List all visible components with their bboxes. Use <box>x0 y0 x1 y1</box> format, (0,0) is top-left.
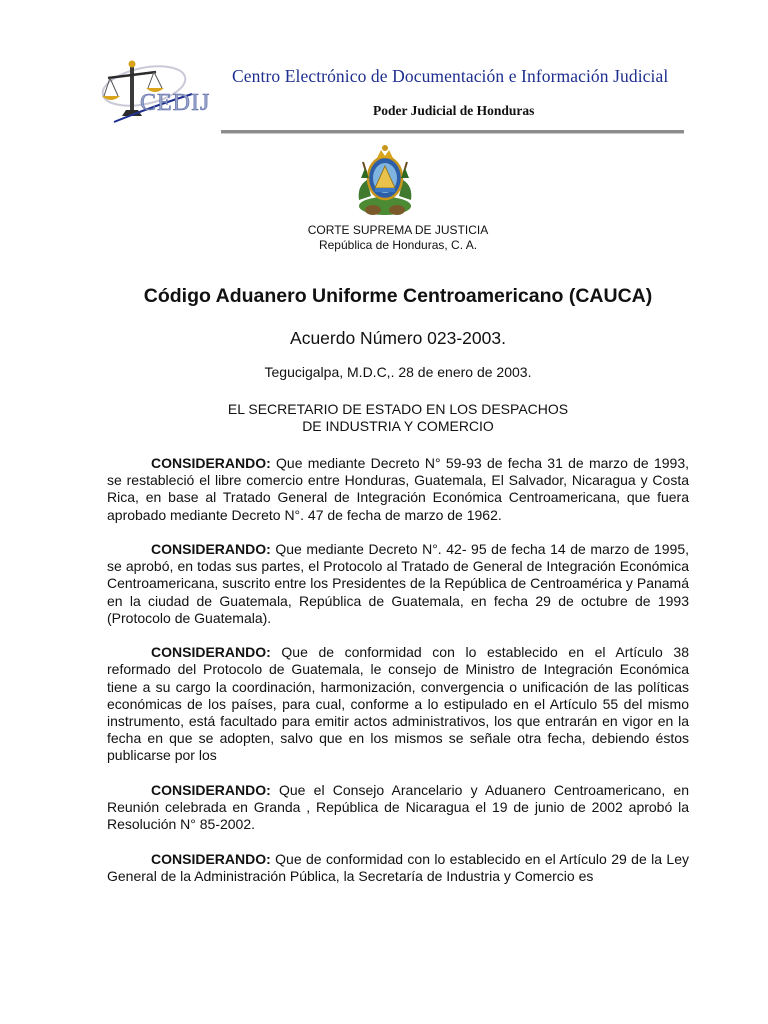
paragraph-keyword: CONSIDERANDO: <box>151 455 271 471</box>
considerando-paragraph <box>107 851 689 885</box>
authority-line-1: EL SECRETARIO DE ESTADO EN LOS DESPACHOS <box>227 401 569 417</box>
document-agreement-number: Acuerdo Número 023-2003. <box>290 328 506 348</box>
paragraph-keyword: CONSIDERANDO: <box>151 781 271 798</box>
issuing-authority <box>0 401 768 435</box>
considerando-paragraph <box>107 644 689 764</box>
considerando-paragraph <box>107 541 689 627</box>
document-date: Tegucigalpa, M.D.C,. 28 de enero de 2003. <box>264 364 532 380</box>
paragraph-text: Que de conformidad con lo establecido en el Artículo 38 reformado del Protocolo de Guatemala, le consejo de Ministro de Integración Económica tiene a su cargo la coordinación, harmonización, convergencia o unificación de las políticas económicas de los países, para cual, conforme a lo estipulado en el Artículo 55 del mismo instrumento, está facultado para emitir actos administrativos, los que entrarán en vigor en la fecha en que se adopten, salvo que en los mismos se señale otra fecha, debiendo éstos publicarse por los <box>107 644 689 764</box>
authority-line-2: DE INDUSTRIA Y COMERCIO <box>302 418 494 434</box>
court-header <box>0 223 768 253</box>
paragraph-keyword: CONSIDERANDO: <box>151 644 271 661</box>
paragraph-text: Que mediante Decreto N°. 42- 95 de fecha 14 de marzo de 1995, se aprobó, en todas sus partes, el Protocolo al Tratado de General de Integración Económica Centroamericana, suscrito entre los Presidentes de la República de Centroamérica y Panamá en la ciudad de Guatemala, República de Guatemala, en fecha 29 de octubre de 1993 (Protocolo de Guatemala). <box>107 541 689 626</box>
paragraph-keyword: CONSIDERANDO: <box>151 541 271 557</box>
letterhead-subtitle: Poder Judicial de Honduras <box>373 103 535 118</box>
document-body <box>107 455 689 902</box>
paragraph-text: Que el Consejo Arancelario y Aduanero Centroamericano, en Reunión celebrada en Granda , República de Nicaragua el 19 de junio de 2002 aprobó la Resolución N° 85-2002. <box>107 781 689 833</box>
letterhead-title: Centro Electrónico de Documentación e Información Judicial <box>232 66 669 86</box>
court-country: República de Honduras, C. A. <box>318 238 478 252</box>
paragraph-text: Que de conformidad con lo establecido en el Artículo 29 de la Ley General de la Administración Pública, la Secretaría de Industria y Comercio es <box>107 850 689 884</box>
svg-text:CEDIJ: CEDIJ <box>140 90 211 116</box>
considerando-paragraph <box>107 455 689 524</box>
cedij-logo-icon <box>100 52 220 132</box>
paragraph-text: Que mediante Decreto N° 59-93 de fecha 31 de marzo de 1993, se restableció el libre comercio entre Honduras, Guatemala, El Salvador, Nicaragua y Costa Rica, en base al Tratado General de Integración Económica Centroamericana, que fuera aprobado mediante Decreto N°. 47 de fecha de marzo de 1962. <box>107 455 689 523</box>
honduras-coat-of-arms-icon <box>353 138 417 220</box>
considerando-paragraph <box>107 782 689 834</box>
paragraph-keyword: CONSIDERANDO: <box>151 850 271 867</box>
letterhead-divider <box>221 130 684 134</box>
court-name: CORTE SUPREMA DE JUSTICIA <box>307 223 489 237</box>
document-title: Código Aduanero Uniforme Centroamericano (CAUCA) <box>143 285 653 307</box>
